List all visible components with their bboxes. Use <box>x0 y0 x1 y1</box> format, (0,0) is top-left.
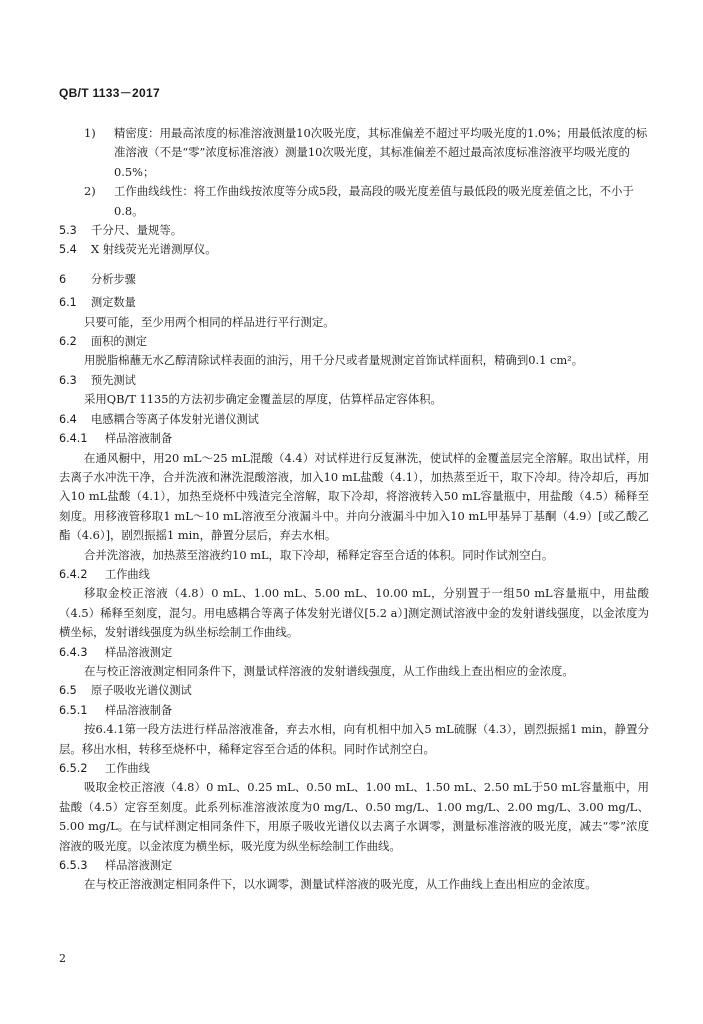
paragraph-6-5-2: 吸取金校正溶液（4.8）0 mL、0.25 mL、0.50 mL、1.00 mL、1.50 mL、2.50 mL于50 mL容量瓶中，用盐酸（4.5）定容至刻度。此系列标准溶液浓度为0 mg/L、0.50 mg/L、1.00 mg/L、2.00 mg/L、3.00 mg/L、5.00 mg/L。在与试样测定相同条件下，用原子吸收光谱仪以去离子水调零，测量标准溶液的吸光度，减去“零”浓度溶液的吸光度。以金浓度为横坐标，吸光度为纵坐标绘制工作曲线。 <box>59 780 649 853</box>
clause-text: X 射线荧光光谱测厚仪。 <box>91 242 217 257</box>
clause-text: 千分尺、量规等。 <box>91 223 183 238</box>
section-heading-6-5-1 <box>59 701 649 720</box>
section-heading-6-4-2 <box>59 565 649 584</box>
section-number: 6.5.2 <box>59 762 88 775</box>
section-title: 工作曲线 <box>105 567 150 581</box>
section-heading-6-4-3 <box>59 643 649 662</box>
section-heading-6-5-2 <box>59 759 649 778</box>
section-title: 样品溶液测定 <box>105 645 173 659</box>
section-title: 原子吸收光谱仪测试 <box>91 684 192 698</box>
list-item-precision <box>59 124 649 182</box>
list-item-text: 工作曲线线性：将工作曲线按浓度等分成5段，最高段的吸光度差值与最低段的吸光度差值之比，不小于0.8。 <box>114 184 634 218</box>
paragraph-6-5-1: 按6.4.1第一段方法进行样品溶液准备，弃去水相，向有机相中加入5 mL硫脲（4.3），剧烈振摇1 min，静置分层。移出水相，转移至烧杯中，稀释定容至合适的体积。同时作试剂空白。 <box>59 722 649 756</box>
section-number: 6.3 <box>59 373 77 387</box>
section-heading-6 <box>59 270 649 289</box>
section-heading-6-5-3 <box>59 856 649 875</box>
section-title: 工作曲线 <box>105 762 150 775</box>
section-number: 6.5.1 <box>59 703 88 717</box>
section-title: 样品溶液测定 <box>105 859 173 873</box>
section-heading-6-4 <box>59 410 649 429</box>
page-number: 2 <box>59 952 66 965</box>
section-number: 6.4.1 <box>59 432 88 446</box>
clause-5-3 <box>59 221 649 240</box>
list-item-text: 精密度：用最高浓度的标准溶液测量10次吸光度，其标准偏差不超过平均吸光度的1.0%；用最低浓度的标准溶液（不是“零”浓度标准溶液）测量10次吸光度，其标准偏差不超过最高浓度标准溶液平均吸光度的0.5%； <box>114 126 648 179</box>
section-number: 6.4 <box>59 412 77 426</box>
list-item-number: 1) <box>84 126 96 140</box>
section-title: 分析步骤 <box>91 272 136 286</box>
paragraph-6-4-1-b: 合并洗溶液，加热蒸至溶液约10 mL，取下冷却，稀释定容至合适的体积。同时作试剂空白。 <box>84 547 554 562</box>
section-title: 电感耦合等离子体发射光谱仪测试 <box>91 412 259 426</box>
section-title: 样品溶液制备 <box>105 703 173 717</box>
section-number: 6 <box>59 272 67 286</box>
document-body <box>59 124 649 895</box>
list-item-linearity <box>59 182 649 221</box>
clause-number: 5.4 <box>59 243 77 257</box>
section-title: 面积的测定 <box>91 335 147 349</box>
standard-code: QB/T 1133－2017 <box>59 86 160 100</box>
paragraph-6-5-3: 在与校正溶液测定相同条件下，以水调零，测量试样溶液的吸光度，从工作曲线上查出相应的金浓度。 <box>84 877 597 892</box>
paragraph-6-4-2: 移取金校正溶液（4.8）0 mL、1.00 mL、5.00 mL、10.00 mL，分别置于一组50 mL容量瓶中，用盐酸（4.5）稀释至刻度，混匀。用电感耦合等离子体发射光谱仪[5.2 a）]测定测试溶液中金的发射谱线强度，以金浓度为横坐标，发射谱线强度为纵坐标绘制工作曲线。 <box>59 586 649 640</box>
clause-number: 5.3 <box>59 224 77 238</box>
section-number: 6.5 <box>59 684 77 698</box>
section-number: 6.2 <box>59 335 77 349</box>
section-title: 预先测试 <box>91 373 136 387</box>
paragraph-6-2: 用脱脂棉蘸无水乙醇清除试样表面的油污，用千分尺或者量规测定首饰试样面积，精确到0.1 cm²。 <box>84 353 584 368</box>
paragraph-6-1: 只要可能，至少用两个相同的样品进行平行测定。 <box>84 314 335 329</box>
clause-5-4 <box>59 240 649 259</box>
section-number: 6.4.3 <box>59 645 88 659</box>
section-number: 6.4.2 <box>59 567 88 581</box>
paragraph-6-3: 采用QB/T 1135的方法初步确定金覆盖层的厚度，估算样品定容体积。 <box>84 392 442 407</box>
section-number: 6.5.3 <box>59 859 88 873</box>
section-heading-6-2 <box>59 332 649 351</box>
paragraph-6-4-3: 在与校正溶液测定相同条件下，测量试样溶液的发射谱线强度，从工作曲线上查出相应的金浓度。 <box>84 663 574 678</box>
section-title: 样品溶液制备 <box>105 432 173 446</box>
section-title: 测定数量 <box>91 296 136 310</box>
paragraph-6-4-1-a: 在通风橱中，用20 mL～25 mL混酸（4.4）对试样进行反复淋洗，使试样的金覆盖层完全溶解。取出试样，用去离子水冲洗干净，合并洗液和淋洗混酸溶液，加入10 mL盐酸（4.1），加热蒸至近干，取下冷却。待冷却后，再加入10 mL盐酸（4.1），加热至烧杯中残渣完全溶解，取下冷却，将溶液转入50 mL容量瓶中，用盐酸（4.5）稀释至刻度。用移液管移取1 mL～10 mL溶液至分液漏斗中。并向分液漏斗中加入10 mL甲基异丁基酮（4.9）[或乙酸乙酯（4.6）]，剧烈振摇1 min，静置分层后，弃去水相。 <box>59 450 649 543</box>
list-item-number: 2) <box>84 184 96 199</box>
section-heading-6-5 <box>59 681 649 700</box>
section-heading-6-3 <box>59 371 649 390</box>
section-heading-6-4-1 <box>59 429 649 448</box>
section-heading-6-1 <box>59 293 649 312</box>
section-number: 6.1 <box>59 296 77 310</box>
